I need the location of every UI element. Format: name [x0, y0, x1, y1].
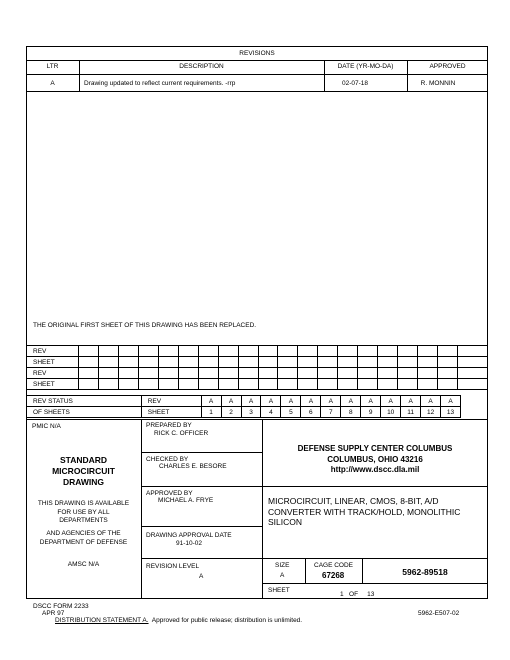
status-cell: [78, 346, 98, 357]
status-cell: [258, 379, 278, 390]
status-cell: [198, 346, 218, 357]
status-cell: [338, 346, 358, 357]
col-date-header: DATE (YR-MO-DA): [337, 63, 394, 70]
distribution-label: DISTRIBUTION STATEMENT A.: [55, 617, 149, 624]
status-cell: [118, 368, 138, 379]
status-cell: [458, 346, 488, 357]
status-cell: [418, 368, 438, 379]
rev-letter-cell: A: [361, 396, 381, 407]
divider: [26, 419, 488, 420]
status-cell: [118, 379, 138, 390]
status-cell: [218, 357, 238, 368]
status-cell: [318, 346, 338, 357]
divider: [262, 583, 488, 584]
status-cell: [258, 357, 278, 368]
status-cell: [378, 346, 398, 357]
status-cell: [178, 379, 198, 390]
status-cell: [138, 346, 158, 357]
form-date: APR 97: [42, 610, 65, 617]
status-cell: [138, 379, 158, 390]
status-row-label: SHEET: [27, 357, 79, 368]
status-cell: [118, 357, 138, 368]
sheet-number-cell: 6: [301, 407, 321, 418]
status-cell: [338, 357, 358, 368]
prepared-label: PREPARED BY: [146, 422, 192, 429]
status-cell: [318, 379, 338, 390]
status-row-label: SHEET: [27, 379, 79, 390]
status-cell: [278, 368, 298, 379]
divider: [141, 419, 142, 599]
status-cell: [198, 379, 218, 390]
status-row-label: REV: [27, 346, 79, 357]
divider: [305, 558, 306, 583]
sheet-number-cell: 1: [201, 407, 221, 418]
revision-level-label: REVISION LEVEL: [146, 563, 200, 570]
status-cell: [238, 357, 258, 368]
availability-note: THIS DRAWING IS AVAILABLE FOR USE BY ALL DEPARTMENTS: [37, 500, 130, 524]
status-cell: [158, 346, 178, 357]
sheet-number-cell: 3: [241, 407, 261, 418]
status-cell: [118, 346, 138, 357]
status-cell: [338, 379, 358, 390]
divider: [141, 526, 262, 527]
blank-status-row: [27, 346, 488, 357]
divider: [262, 486, 488, 487]
distribution-text: Approved for public release; distribution is unlimited.: [148, 617, 303, 624]
drawing-number: 5962-89518: [402, 567, 448, 577]
status-cell: [98, 379, 118, 390]
status-cell: [358, 346, 378, 357]
of-sheets-label: OF SHEETS: [27, 407, 142, 418]
status-cell: [98, 346, 118, 357]
status-cell: [238, 379, 258, 390]
sheet-label: SHEET: [141, 407, 201, 418]
sheet-number-cell: 12: [421, 407, 441, 418]
status-cell: [238, 346, 258, 357]
status-cell: [318, 357, 338, 368]
divider: [141, 452, 262, 453]
status-cell: [238, 368, 258, 379]
pmic: PMIC N/A: [32, 423, 61, 430]
status-cell: [218, 368, 238, 379]
status-cell: [358, 368, 378, 379]
col-description-header: DESCRIPTION: [179, 63, 224, 70]
status-cell: [138, 357, 158, 368]
status-cell: [298, 379, 318, 390]
cage-code-label: CAGE CODE: [314, 562, 354, 569]
rev-letter-cell: A: [281, 396, 301, 407]
status-cell: [298, 368, 318, 379]
status-row-label: REV: [27, 368, 79, 379]
status-cell: [318, 368, 338, 379]
size-label: SIZE: [275, 562, 290, 569]
distribution-statement: [55, 617, 302, 624]
divider: [26, 91, 488, 92]
status-cell: [178, 346, 198, 357]
rev-letter-cell: A: [381, 396, 401, 407]
revision-description: Drawing updated to reflect current requirements. -rrp: [84, 80, 236, 87]
status-cell: [438, 346, 458, 357]
sheet-number-cell: 11: [401, 407, 421, 418]
status-cell: [338, 368, 358, 379]
col-approved-header: APPROVED: [429, 63, 466, 70]
status-cell: [398, 346, 418, 357]
status-cell: [458, 379, 488, 390]
status-cell: [98, 368, 118, 379]
status-cell: [278, 379, 298, 390]
col-ltr-header: LTR: [46, 63, 59, 70]
status-cell: [378, 357, 398, 368]
status-cell: [418, 346, 438, 357]
divider: [141, 486, 262, 487]
status-cell: [358, 379, 378, 390]
status-cell: [298, 346, 318, 357]
blank-status-row: [27, 379, 488, 390]
amsc: AMSC N/A: [67, 561, 100, 568]
divider: [26, 60, 488, 61]
sheet-number-cell: 5: [281, 407, 301, 418]
sheet-number-cell: 13: [441, 407, 461, 418]
agencies-note: AND AGENCIES OF THE DEPARTMENT OF DEFENSE: [39, 530, 128, 546]
standard-microcircuit-drawing: STANDARD MICROCIRCUIT DRAWING: [52, 455, 115, 487]
status-cell: [378, 379, 398, 390]
rev-letter-cell: A: [241, 396, 261, 407]
checked-name: CHARLES E. BESORE: [159, 463, 227, 470]
status-cell: [158, 368, 178, 379]
rev-letter-cell: A: [301, 396, 321, 407]
sheet-label: SHEET: [268, 587, 290, 594]
status-cell: [198, 357, 218, 368]
status-cell: [438, 368, 458, 379]
rev-letter-cell: A: [321, 396, 341, 407]
rev-letter-cell: A: [341, 396, 361, 407]
status-cell: [218, 346, 238, 357]
rev-status-table: [26, 395, 488, 418]
revision-level: A: [199, 573, 204, 580]
divider: [141, 558, 488, 559]
document-number: 5962-E507-02: [418, 610, 460, 617]
status-cell: [78, 357, 98, 368]
revision-date: 02-07-18: [341, 80, 369, 87]
rev-letter-cell: A: [401, 396, 421, 407]
status-cell: [178, 368, 198, 379]
cage-code: 67268: [322, 571, 345, 580]
rev-letter-cell: A: [221, 396, 241, 407]
drawing-description: MICROCIRCUIT, LINEAR, CMOS, 8-BIT, A/D CONVERTER WITH TRACK/HOLD, MONOLITHIC SILICON: [268, 496, 461, 527]
rev-letter-cell: A: [441, 396, 461, 407]
approval-date: 91-10-02: [176, 540, 203, 547]
replaced-note: THE ORIGINAL FIRST SHEET OF THIS DRAWING HAS BEEN REPLACED.: [33, 322, 257, 329]
status-cell: [398, 368, 418, 379]
status-cell: [358, 357, 378, 368]
status-cell: [218, 379, 238, 390]
status-cell: [98, 357, 118, 368]
blank-rev-table: [26, 345, 488, 390]
rev-letter-cell: A: [261, 396, 281, 407]
revision-approved: R. MONNIN: [420, 80, 456, 87]
status-cell: [438, 379, 458, 390]
approval-date-label: DRAWING APPROVAL DATE: [146, 532, 232, 539]
revisions-title: REVISIONS: [239, 50, 275, 57]
blank-status-row: [27, 368, 488, 379]
status-cell: [458, 357, 488, 368]
sheet-of: 1 OF 13: [340, 591, 375, 598]
status-cell: [158, 379, 178, 390]
status-cell: [278, 357, 298, 368]
sheet-number-cell: 9: [361, 407, 381, 418]
of-sheets-row: [27, 407, 488, 418]
approved-label: APPROVED BY: [146, 490, 193, 497]
approved-name: MICHAEL A. FRYE: [158, 497, 214, 504]
sheet-number-cell: 7: [321, 407, 341, 418]
status-cell: [418, 357, 438, 368]
sheet-number-cell: 10: [381, 407, 401, 418]
rev-letter-cell: A: [201, 396, 221, 407]
revision-ltr: A: [50, 80, 55, 87]
status-cell: [78, 379, 98, 390]
status-cell: [258, 368, 278, 379]
status-cell: [298, 357, 318, 368]
prepared-name: RICK C. OFFICER: [154, 430, 209, 437]
rev-label: REV: [141, 396, 201, 407]
status-cell: [278, 346, 298, 357]
status-cell: [178, 357, 198, 368]
status-cell: [398, 379, 418, 390]
status-cell: [138, 368, 158, 379]
rev-status-label: REV STATUS: [27, 396, 142, 407]
sheet-number-cell: 4: [261, 407, 281, 418]
rev-letter-cell: A: [421, 396, 441, 407]
status-cell: [418, 379, 438, 390]
status-cell: [198, 368, 218, 379]
sheet-number-cell: 8: [341, 407, 361, 418]
status-cell: [258, 346, 278, 357]
status-cell: [438, 357, 458, 368]
status-cell: [378, 368, 398, 379]
divider: [26, 74, 488, 75]
blank-status-row: [27, 357, 488, 368]
form-number: DSCC FORM 2233: [33, 603, 89, 610]
sheet-number-cell: 2: [221, 407, 241, 418]
status-cell: [398, 357, 418, 368]
status-cell: [78, 368, 98, 379]
rev-status-row: [27, 396, 488, 407]
size-value: A: [280, 572, 285, 579]
status-cell: [158, 357, 178, 368]
status-cell: [458, 368, 488, 379]
dscc-address: DEFENSE SUPPLY CENTER COLUMBUS COLUMBUS, OHIO 43216 http://www.dscc.dla.mil: [297, 444, 453, 474]
checked-label: CHECKED BY: [146, 456, 189, 463]
